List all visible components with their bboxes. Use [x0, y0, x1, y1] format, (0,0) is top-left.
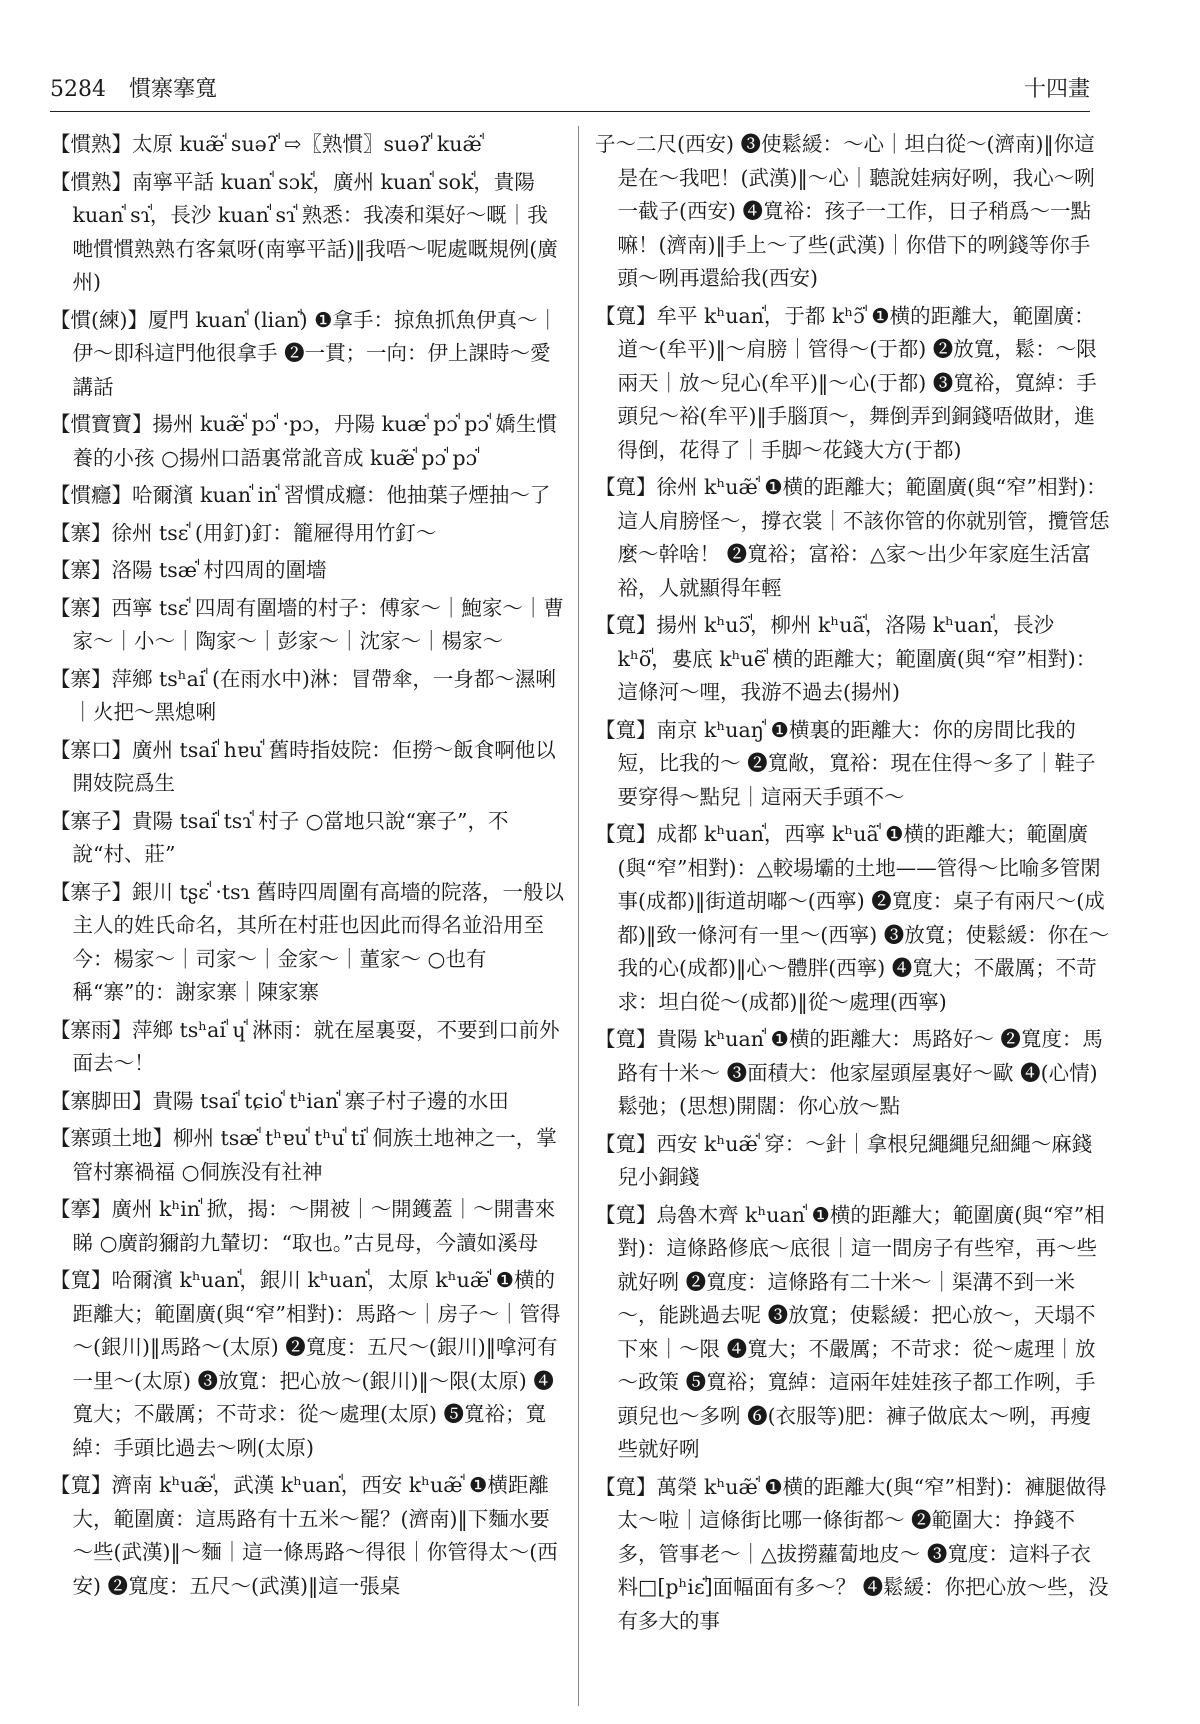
- dictionary-entry: 【寨】萍鄉 tsʰaiꜗ (在雨水中)淋：冒帶傘，一身都～濕唎｜火把～黑熄唎: [50, 666, 556, 724]
- dictionary-entry: 【慣寶寶】揚州 kuæ̃ꜗ pɔꜗ ·pɔ，丹陽 kuæꜗ pɔꜗ pɔꜗ 嬌生慣養的小孩 ○揚州口語裏常訛音成 kuæ̃ꜗ pɔꜗ pɔꜗ: [50, 412, 557, 470]
- column-divider: [578, 126, 579, 1706]
- dictionary-entry: 【寨子】銀川 tʂɛꜗ ·tsɿ 舊時四周圍有高墻的院落，一般以主人的姓氏命名，其所在村莊也因此而得名並沿用至今：楊家～｜司家～｜金家～｜董家～ ○也有稱“寨”的：謝家寨｜陳家寨: [50, 879, 564, 1004]
- stroke-section: 十四畫: [1023, 77, 1090, 102]
- dictionary-entry: 【寬】濟南 kʰuæ̃ꜗ，武漢 kʰuanꜗ，西安 kʰuæ̃ꜗ ❶横距離大，範圍廣：這馬路有十五米～罷？(濟南)‖下麵水要～些(武漢)‖～麵｜這一條馬路～得很｜你管得太～(西安) ❷寬度：五尺～(武漢)‖這一張桌: [50, 1473, 558, 1598]
- header-left: [50, 75, 233, 105]
- dictionary-entry: 【寬】牟平 kʰuanꜗ，于都 kʰɔ̃ꜗ ❶横的距離大，範圍廣：道～(牟平)‖～肩膀｜管得～(于都) ❷放寬，鬆：～限兩天｜放～兒心(牟平)‖～心(于都) ❸寬裕，寬綽：手頭兒～裕(牟平)‖手腦頂～，舞倒弄到銅錢唔做財，進得倒，花得了｜手脚～花錢大方(于都): [595, 303, 1097, 462]
- dictionary-entry: 【寨脚田】貴陽 tsaiꜗ tɕioꜗ tʰianꜗ 寨子村子邊的水田: [50, 1088, 509, 1113]
- dictionary-entry: 子～二尺(西安) ❸使鬆緩：～心｜坦白從～(濟南)‖你這是在～我吧！(武漢)‖～心｜聽說娃病好咧，我心～咧一截子(西安) ❹寬裕：孩子一工作，日子稍爲～一點嘛！(濟南)‖手上～了些(武漢)｜你借下的咧錢等你手頭～咧再還給我(西安): [595, 132, 1095, 290]
- dictionary-entry: 【搴】廣州 kʰinꜗ 掀，揭：～開被｜～開鑊蓋｜～開書來睇 ○廣韵獮韵九輦切：“取也。”古見母，今讀如溪母: [50, 1197, 556, 1255]
- page-number: 5284: [50, 77, 106, 102]
- dictionary-entry: 【寨】洛陽 tsæꜗ 村四周的圍墻: [50, 558, 327, 582]
- dictionary-entry: 【寨子】貴陽 tsaiꜗ tsɿꜗ 村子 ○當地只說“寨子”，不說“村、莊”: [50, 808, 509, 866]
- dictionary-entry: 【寨口】廣州 tsaiꜗ hɐuꜗ 舊時指妓院：佢撈～飯食啊他以開妓院爲生: [50, 737, 556, 795]
- page-header: [50, 74, 1090, 112]
- dictionary-entry: 【寬】徐州 kʰuæ̃ꜗ ❶横的距離大；範圍廣(與“窄”相對)：這人肩膀怪～，撐衣裳｜不該你管的你就别管，攬管恁麼～幹啥！ ❷寬裕；富裕：△家～出少年家庭生活富裕，人就顯得年輕: [595, 475, 1110, 600]
- dictionary-entry: 【寬】成都 kʰuanꜗ，西寧 kʰuãꜗ ❶横的距離大；範圍廣(與“窄”相對)：△較場壩的土地——管得～比喻多管閑事(成都)‖街道胡嘟～(西寧) ❷寬度：桌子有兩尺～(成都)‖致一條河有一里～(西寧) ❸放寬；使鬆緩：你在～我的心(成都)‖心～體胖(西寧) ❹寬大；不嚴厲；不苛求：坦白從～(成都)‖從～處理(西寧): [595, 822, 1110, 1014]
- dictionary-entry: 【慣熟】太原 kuæ̃ꜗ suəʔꜗ ⇨〖熟慣〗suəʔꜗ kuæ̃ꜗ: [50, 132, 482, 156]
- dictionary-entry: 【寨】西寧 tsɛꜗ 四周有圍墻的村子：傅家～｜鮑家～｜曹家～｜小～｜陶家～｜彭家～｜沈家～｜楊家～: [50, 595, 564, 653]
- dictionary-entry: 【寬】烏魯木齊 kʰuanꜗ ❶横的距離大；範圍廣(與“窄”相對)：這條路修底～底很｜這一間房子有些窄，再～些就好咧 ❷寬度：這條路有二十米～｜渠溝不到一米～，能跳過去呢 ❸放寬；使鬆緩：把心放～，天塌不下來｜～限 ❹寬大；不嚴厲；不苛求：從～處理｜放～政策 ❺寬裕；寬綽：這兩年娃娃孩子都工作咧，手頭兒也～多咧 ❻(衣服等)肥：褲子做底太～咧，再瘦些就好咧: [595, 1202, 1105, 1461]
- dictionary-entry: 【寬】貴陽 kʰuanꜗ ❶横的距離大：馬路好～ ❷寬度：馬路有十米～ ❸面積大：他家屋頭屋裏好～歐 ❹(心情)鬆弛；(思想)開闊：你心放～點: [595, 1027, 1103, 1118]
- left-column: [50, 128, 565, 1607]
- dictionary-entry: 【寨雨】萍鄉 tsʰaiꜗ ɥꜗ 淋雨：就在屋裏耍，不要到口前外面去～！: [50, 1017, 560, 1075]
- dictionary-entry: 【寬】哈爾濱 kʰuanꜗ，銀川 kʰuanꜗ，太原 kʰuæ̃ꜗ ❶横的距離大；範圍廣(與“窄”相對)：馬路～｜房子～｜管得～(銀川)‖馬路～(太原) ❷寬度：五尺～(銀川)‖嗱河有一里～(太原) ❸放寬：把心放～(銀川)‖～限(太原) ❹寬大；不嚴厲；不苛求：從～處理(太原) ❺寬裕；寬綽：手頭比過去～咧(太原): [50, 1268, 561, 1460]
- dictionary-entry: 【寬】揚州 kʰuɔ̃ꜗ，柳州 kʰuãꜗ，洛陽 kʰuanꜗ，長沙 kʰõꜗ，婁底 kʰuẽꜗ 横的距離大；範圍廣(與“窄”相對)：這條河～哩，我游不過去(揚州): [595, 613, 1097, 704]
- dictionary-entry: 【寬】南京 kʰuaŋꜗ ❶横裏的距離大：你的房間比我的短，比我的～ ❷寬敞，寬裕：現在住得～多了｜鞋子要穿得～點兒｜這兩天手頭不～: [595, 717, 1096, 809]
- right-column: [595, 128, 1110, 1642]
- dictionary-entry: 【慣(練)】厦門 kuanꜗ (lianꜗ) ❶拿手：掠魚抓魚伊真～｜伊～即科這門他很拿手 ❷一貫；一向：伊上課時～愛講話: [50, 307, 559, 399]
- dictionary-entry: 【寨頭土地】柳州 tsæꜗ tʰɐuꜗ tʰuꜗ tiꜗ 侗族土地神之一，掌管村寨禍福 ○侗族没有社神: [50, 1126, 557, 1184]
- dictionary-entry: 【寨】徐州 tsɛꜗ (用釘)釘：籠屜得用竹釘～: [50, 520, 437, 545]
- dictionary-entry: 【慣癮】哈爾濱 kuanꜗ inꜗ 習慣成癮：他抽葉子煙抽～了: [50, 483, 551, 507]
- page-title: 慣寨搴寬: [129, 77, 218, 102]
- dictionary-entry: 【寬】西安 kʰuæ̃ꜗ 穿：～針｜拿根兒繩繩兒細繩～麻錢兒小銅錢: [595, 1131, 1093, 1189]
- dictionary-entry: 【慣熟】南寧平話 kuanꜗ sɔkꜗ，廣州 kuanꜗ sokꜗ，貴陽 kuanꜗ sɿꜗ，長沙 kuanꜗ sɿꜗ 熟悉：我凑和渠好～嘅｜我哋慣慣熟熟冇客氣呀(南寧平話)‖我唔～呢處嘅規例(廣州): [50, 169, 558, 294]
- dictionary-entry: 【寬】萬榮 kʰuæ̃ꜗ ❶横的距離大(與“窄”相對)：褲腿做得太～啦｜這條街比哪一條街都～ ❷範圍大：挣錢不多，管事老～｜△拔撈蘿蔔地皮～ ❸寬度：這料子衣料□[pʰiɛꜗ]面幅面有多～？ ❹鬆緩：你把心放～些，没有多大的事: [595, 1474, 1109, 1633]
